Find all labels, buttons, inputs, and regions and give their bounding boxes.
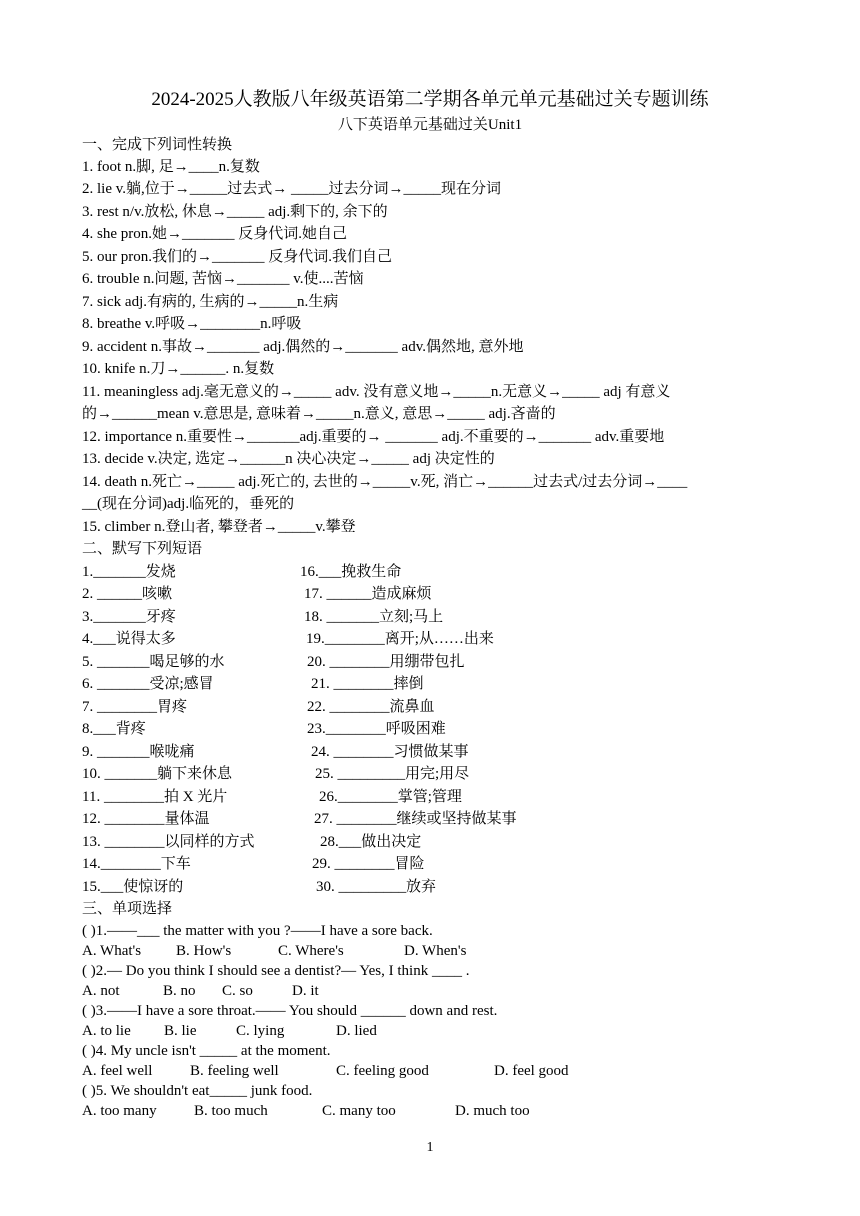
phrase-item: 22. ________流鼻血: [307, 699, 435, 715]
phrase-item: 3._______牙疼: [82, 609, 176, 625]
option-b: B. feeling well: [190, 1063, 279, 1079]
option-a: A. not: [82, 983, 120, 999]
phrase-item: 23.________呼吸困难: [307, 721, 446, 737]
option-a: A. too many: [82, 1103, 157, 1119]
section1-line: 7. sick adj.有病的, 生病的→_____n.生病: [82, 294, 339, 310]
section1-heading: 一、完成下列词性转换: [82, 137, 233, 153]
option-c: C. feeling good: [336, 1063, 429, 1079]
option-d: D. much too: [455, 1103, 530, 1119]
option-d: D. lied: [336, 1023, 377, 1039]
phrase-item: 6. _______受凉;感冒: [82, 676, 214, 692]
section1-line: 的→______mean v.意思是, 意味着→_____n.意义, 意思→_____ adj.吝啬的: [82, 406, 556, 422]
section1-line: 12. importance n.重要性→_______adj.重要的→ _______ adj.不重要的→_______ adv.重要地: [82, 429, 665, 445]
section1-line: 15. climber n.登山者, 攀登者→_____v.攀登: [82, 519, 356, 535]
phrase-item: 13. ________以同样的方式: [82, 834, 255, 850]
phrase-item: 26.________掌管;管理: [319, 789, 462, 805]
phrase-item: 12. ________量体温: [82, 811, 210, 827]
phrase-item: 14.________下车: [82, 856, 191, 872]
phrase-item: 2. ______咳嗽: [82, 586, 173, 602]
section1-line: 2. lie v.躺,位于→_____过去式→ _____过去分词→_____现在分词: [82, 181, 502, 197]
phrase-item: 24. ________习惯做某事: [311, 744, 469, 760]
phrase-item: 28.___做出决定: [320, 834, 422, 850]
section3-heading: 三、单项选择: [82, 901, 173, 917]
section1-line: 10. knife n.刀→______. n.复数: [82, 361, 275, 377]
phrase-item: 1._______发烧: [82, 564, 176, 580]
phrase-item: 17. ______造成麻烦: [304, 586, 432, 602]
phrase-item: 11. ________拍 X 光片: [82, 789, 228, 805]
question-stem: ( )4. My uncle isn't _____ at the moment.: [82, 1043, 331, 1059]
option-c: C. Where's: [278, 943, 344, 959]
option-d: D. When's: [404, 943, 467, 959]
phrase-item: 15.___使惊讶的: [82, 879, 184, 895]
phrase-item: 7. ________胃疼: [82, 699, 188, 715]
phrase-item: 30. _________放弃: [316, 879, 437, 895]
option-c: C. so: [222, 983, 253, 999]
phrase-item: 8.___背疼: [82, 721, 146, 737]
section1-line: 3. rest n/v.放松, 休息→_____ adj.剩下的, 余下的: [82, 204, 388, 220]
phrase-item: 19.________离开;从……出来: [306, 631, 494, 647]
option-b: B. lie: [164, 1023, 197, 1039]
question-stem: ( )5. We shouldn't eat_____ junk food.: [82, 1083, 313, 1099]
phrase-item: 21. ________摔倒: [311, 676, 424, 692]
document-title: 2024-2025人教版八年级英语第二学期各单元单元基础过关专题训练: [151, 89, 709, 110]
phrase-item: 27. ________继续或坚持做某事: [314, 811, 517, 827]
section1-line: 11. meaningless adj.毫无意义的→_____ adv. 没有意义地→_____n.无意义→_____ adj 有意义: [82, 384, 671, 400]
option-d: D. feel good: [494, 1063, 569, 1079]
option-c: C. lying: [236, 1023, 285, 1039]
phrase-item: 10. _______躺下来休息: [82, 766, 233, 782]
option-a: A. feel well: [82, 1063, 153, 1079]
phrase-item: 4.___说得太多: [82, 631, 176, 647]
section1-line: 4. she pron.她→_______ 反身代词.她自己: [82, 226, 347, 242]
option-a: A. to lie: [82, 1023, 131, 1039]
phrase-item: 16.___挽救生命: [300, 564, 402, 580]
section2-heading: 二、默写下列短语: [82, 541, 203, 557]
phrase-item: 9. _______喉咙痛: [82, 744, 195, 760]
phrase-item: 29. ________冒险: [312, 856, 425, 872]
section1-line: 14. death n.死亡→_____ adj.死亡的, 去世的→_____v.死, 消亡→______过去式/过去分词→____: [82, 474, 688, 490]
section1-line: 8. breathe v.呼吸→________n.呼吸: [82, 316, 302, 332]
question-stem: ( )1.——___ the matter with you ?——I have a sore back.: [82, 923, 433, 939]
option-b: B. How's: [176, 943, 232, 959]
phrase-item: 18. _______立刻;马上: [304, 609, 444, 625]
option-c: C. many too: [322, 1103, 396, 1119]
phrase-item: 25. _________用完;用尽: [315, 766, 470, 782]
phrase-item: 20. ________用绷带包扎: [307, 654, 465, 670]
option-b: B. no: [163, 983, 196, 999]
document-subtitle: 八下英语单元基础过关Unit1: [337, 117, 523, 133]
option-b: B. too much: [194, 1103, 268, 1119]
page-number: 1: [426, 1140, 434, 1155]
section1-line: 1. foot n.脚, 足→____n.复数: [82, 159, 260, 175]
question-stem: ( )3.——I have a sore throat.—— You should ______ down and rest.: [82, 1003, 498, 1019]
phrase-item: 5. _______喝足够的水: [82, 654, 225, 670]
option-a: A. What's: [82, 943, 142, 959]
section1-line: 6. trouble n.问题, 苦恼→_______ v.使....苦恼: [82, 271, 364, 287]
section1-line: 9. accident n.事故→_______ adj.偶然的→_______ adv.偶然地, 意外地: [82, 339, 524, 355]
section1-line: 5. our pron.我们的→_______ 反身代词.我们自己: [82, 249, 392, 265]
question-stem: ( )2.— Do you think I should see a dentist?— Yes, I think ____ .: [82, 963, 470, 979]
section1-line: __(现在分词)adj.临死的，垂死的: [82, 496, 295, 512]
section1-line: 13. decide v.决定, 选定→______n 决心决定→_____ adj 决定性的: [82, 451, 495, 467]
option-d: D. it: [292, 983, 319, 999]
